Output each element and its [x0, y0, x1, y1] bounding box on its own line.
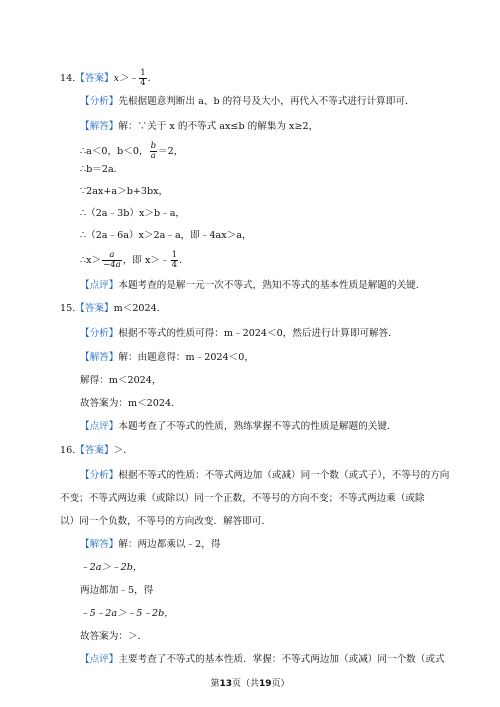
q16-solution-step: ﹣2a＞﹣2b， — [80, 562, 143, 573]
q14-answer-line: 14.【答案】x＞﹣ $\frac{1}{4}$ . — [60, 68, 151, 88]
q14-solution-step: ∴（2a﹣3b）x＞b﹣a， — [80, 208, 186, 219]
answer-tag: 【答案】 — [75, 73, 114, 84]
q16-analysis-line: 【分析】根据不等式的性质：不等式两边加（或减）同一个数（或式子），不等号的方向 — [80, 470, 450, 481]
q16-answer: ＞． — [113, 445, 133, 456]
analysis-tag: 【分析】 — [80, 328, 119, 339]
a-over-neg4a-fraction: $\frac{a}{-4a}$ — [103, 250, 121, 270]
q15-answer: m＜2024． — [113, 303, 167, 314]
current-page-number: 13 — [219, 679, 232, 689]
q16-number: 16. — [60, 445, 76, 456]
solution-tag: 【解答】 — [80, 352, 119, 363]
q15-solution-line: 【解答】解：由题意得：m﹣2024＜0， — [80, 352, 254, 363]
q16-solution-step: ﹣5﹣2a＞﹣5﹣2b， — [80, 608, 174, 619]
page-footer: 第13页（共19页） — [210, 679, 290, 689]
q14-number: 14. — [60, 73, 76, 84]
q15-number: 15. — [60, 303, 76, 314]
analysis-tag: 【分析】 — [80, 470, 119, 481]
q16-solution-step: 故答案为：＞． — [80, 631, 148, 642]
one-quarter-fraction: $\frac{1}{4}$ — [171, 250, 177, 270]
q16-solution-line: 【解答】解：两边都乘以﹣2，得 — [80, 539, 221, 550]
q15-answer-line — [60, 303, 166, 315]
q14-solution-step: ∵2ax+a＞b+3bx， — [80, 186, 169, 197]
solution-tag: 【解答】 — [80, 121, 119, 132]
total-pages: 19 — [259, 679, 272, 689]
comment-tag: 【点评】 — [80, 280, 119, 291]
answer-tag: 【答案】 — [75, 303, 114, 314]
comment-tag: 【点评】 — [80, 421, 119, 432]
q16-analysis-line: 不变；不等式两边乘（或除以）同一个正数，不等号的方向不变；不等式两边乘（或除 — [60, 493, 425, 504]
q15-solution-step: 解得：m＜2024， — [80, 375, 162, 386]
analysis-tag: 【分析】 — [80, 96, 119, 107]
q15-solution-step: 故答案为：m＜2024． — [80, 398, 181, 409]
q15-analysis-line: 【分析】根据不等式的性质可得：m﹣2024＜0，然后进行计算即可解答． — [80, 328, 398, 339]
q14-analysis: 先根据题意判断出 a、b 的符号及大小，再代入不等式进行计算即可． — [118, 96, 415, 107]
q16-comment-line: 【点评】主要考查了不等式的基本性质．掌握：不等式两边加（或减）同一个数（或式 — [80, 654, 445, 665]
q16-solution-step: 两边都加﹣5，得 — [80, 585, 154, 596]
q16-answer-line — [60, 445, 133, 457]
q14-solution-step: ∴b＝2a． — [80, 164, 124, 175]
q14-solution-step: ∴a＜0，b＜0， $\frac{b}{a}$ ＝2， — [80, 141, 184, 161]
answer-tag: 【答案】 — [75, 445, 114, 456]
b-over-a-fraction: $\frac{b}{a}$ — [150, 141, 157, 161]
q16-analysis-line: 以）同一个负数，不等号的方向改变．解答即可． — [60, 516, 272, 527]
q14-solution-step: ∴（2a﹣6a）x＞2a﹣a，即﹣4ax＞a， — [80, 230, 252, 241]
q14-comment-line: 【点评】本题考查的是解一元一次不等式，熟知不等式的基本性质是解题的关键． — [80, 280, 426, 291]
q14-solution-line: 【解答】解：∵关于 x 的不等式 ax≤b 的解集为 x≥2， — [80, 121, 319, 132]
comment-tag: 【点评】 — [80, 654, 119, 665]
q14-solution-step: ∴x＞ $\frac{a}{-4a}$ ，即 x＞﹣ $\frac{1}{4}$ ． — [80, 250, 189, 270]
q14-answer-fraction: $\frac{1}{4}$ — [140, 68, 146, 88]
q14-analysis-line — [80, 96, 415, 108]
solution-tag: 【解答】 — [80, 539, 119, 550]
q14-answer: x＞﹣ — [113, 73, 139, 84]
q15-comment-line: 【点评】本题考查了不等式的性质，熟练掌握不等式的性质是解题的关键． — [80, 421, 397, 432]
